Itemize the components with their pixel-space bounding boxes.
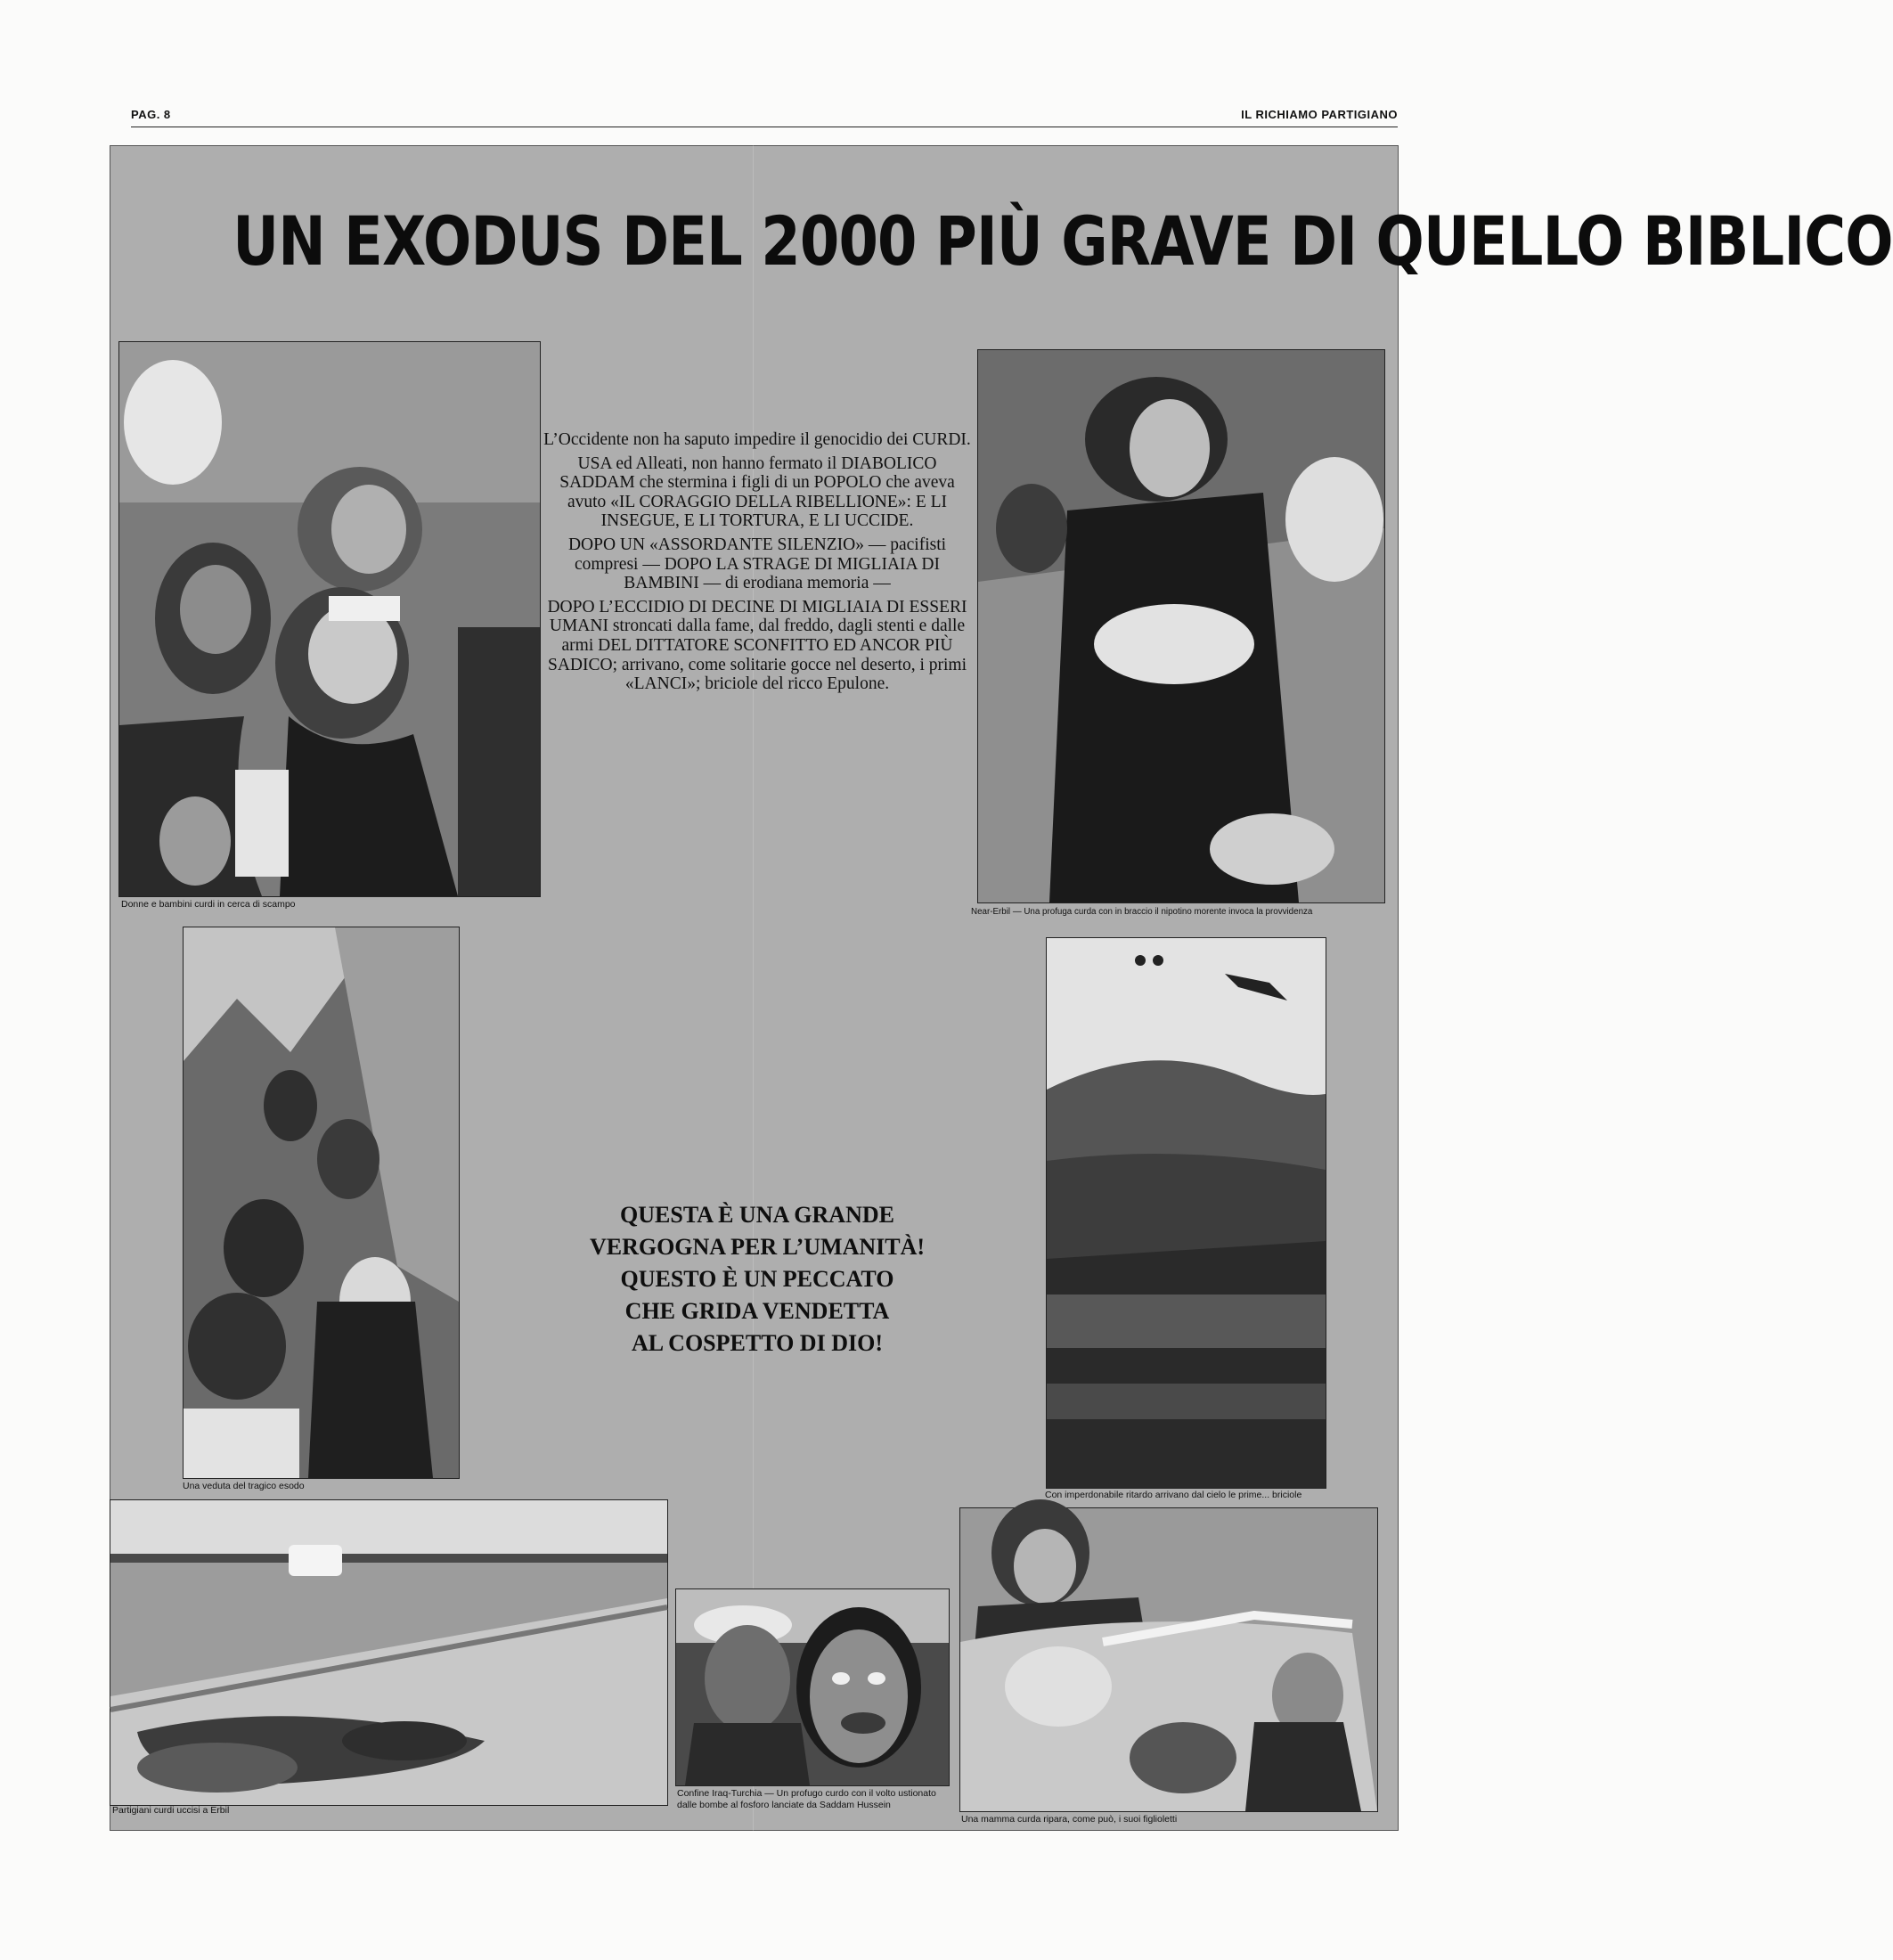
appeal-line: AL COSPETTO DI DIO! (632, 1330, 883, 1356)
appeal-line: QUESTA È UNA GRANDE (620, 1202, 894, 1228)
photo-partisans-killed (110, 1499, 668, 1806)
appeal-line: VERGOGNA PER L’UMANITÀ! (589, 1234, 926, 1260)
photo-women-children (118, 341, 541, 897)
caption-partisans-killed: Partigiani curdi uccisi a Erbil (112, 1805, 230, 1816)
body-paragraph-2: USA ed Alleati, non hanno fermato il DIABOLICO SADDAM che stermina i figli di un POPOLO che aveva avuto «IL CORAGGIO DELLA RIBELLIONE»: E LI INSEGUE, E LI TORTURA, E LI UCCIDE. (559, 453, 955, 531)
masthead: IL RICHIAMO PARTIGIANO (1241, 108, 1398, 121)
photo-near-erbil (977, 349, 1385, 903)
closing-appeal (526, 1199, 989, 1360)
photo-burned-face (675, 1588, 950, 1786)
appeal-line: CHE GRIDA VENDETTA (624, 1298, 890, 1324)
caption-airdrops: Con imperdonabile ritardo arrivano dal cielo le prime... briciole (1045, 1490, 1302, 1500)
article-body (539, 430, 975, 698)
page-fold-line (753, 145, 754, 1831)
body-paragraph-1: L’Occidente non ha saputo impedire il genocidio dei CURDI. (543, 430, 971, 449)
headline: UN EXODUS DEL 2000 PIÙ GRAVE DI QUELLO BIBLICO (233, 201, 1893, 281)
caption-mother: Una mamma curda ripara, come può, i suoi figlioletti (961, 1814, 1178, 1825)
caption-exodus-view: Una veduta del tragico esodo (183, 1481, 305, 1491)
appeal-line: QUESTO È UN PECCATO (620, 1266, 894, 1292)
body-paragraph-4: DOPO L’ECCIDIO DI DECINE DI MIGLIAIA DI ESSERI UMANI stroncati dalla fame, dal freddo, dagli stenti e dalle armi DEL DITTATORE SCONFITTO ED ANCOR PIÙ SADICO; arrivano, come solitarie gocce nel deserto, i primi «LANCI»; briciole del ricco Epulone. (547, 597, 967, 694)
caption-border-line1: Confine Iraq-Turchia — Un profugo curdo con il volto ustionato (677, 1788, 936, 1799)
body-paragraph-3: DOPO UN «ASSORDANTE SILENZIO» — pacifisti compresi — DOPO LA STRAGE DI MIGLIAIA DI BAMBINI — di erodiana memoria — (567, 535, 947, 593)
photo-airdrops (1046, 937, 1326, 1489)
caption-near-erbil: Near-Erbil — Una profuga curda con in braccio il nipotino morente invoca la provvidenza (971, 907, 1313, 917)
caption-women-children: Donne e bambini curdi in cerca di scampo (121, 899, 296, 910)
photo-exodus-view (183, 927, 460, 1479)
photo-mother-children (959, 1507, 1378, 1812)
caption-border-line2: dalle bombe al fosforo lanciate da Saddam Hussein (677, 1800, 891, 1810)
page-number: PAG. 8 (131, 108, 171, 121)
